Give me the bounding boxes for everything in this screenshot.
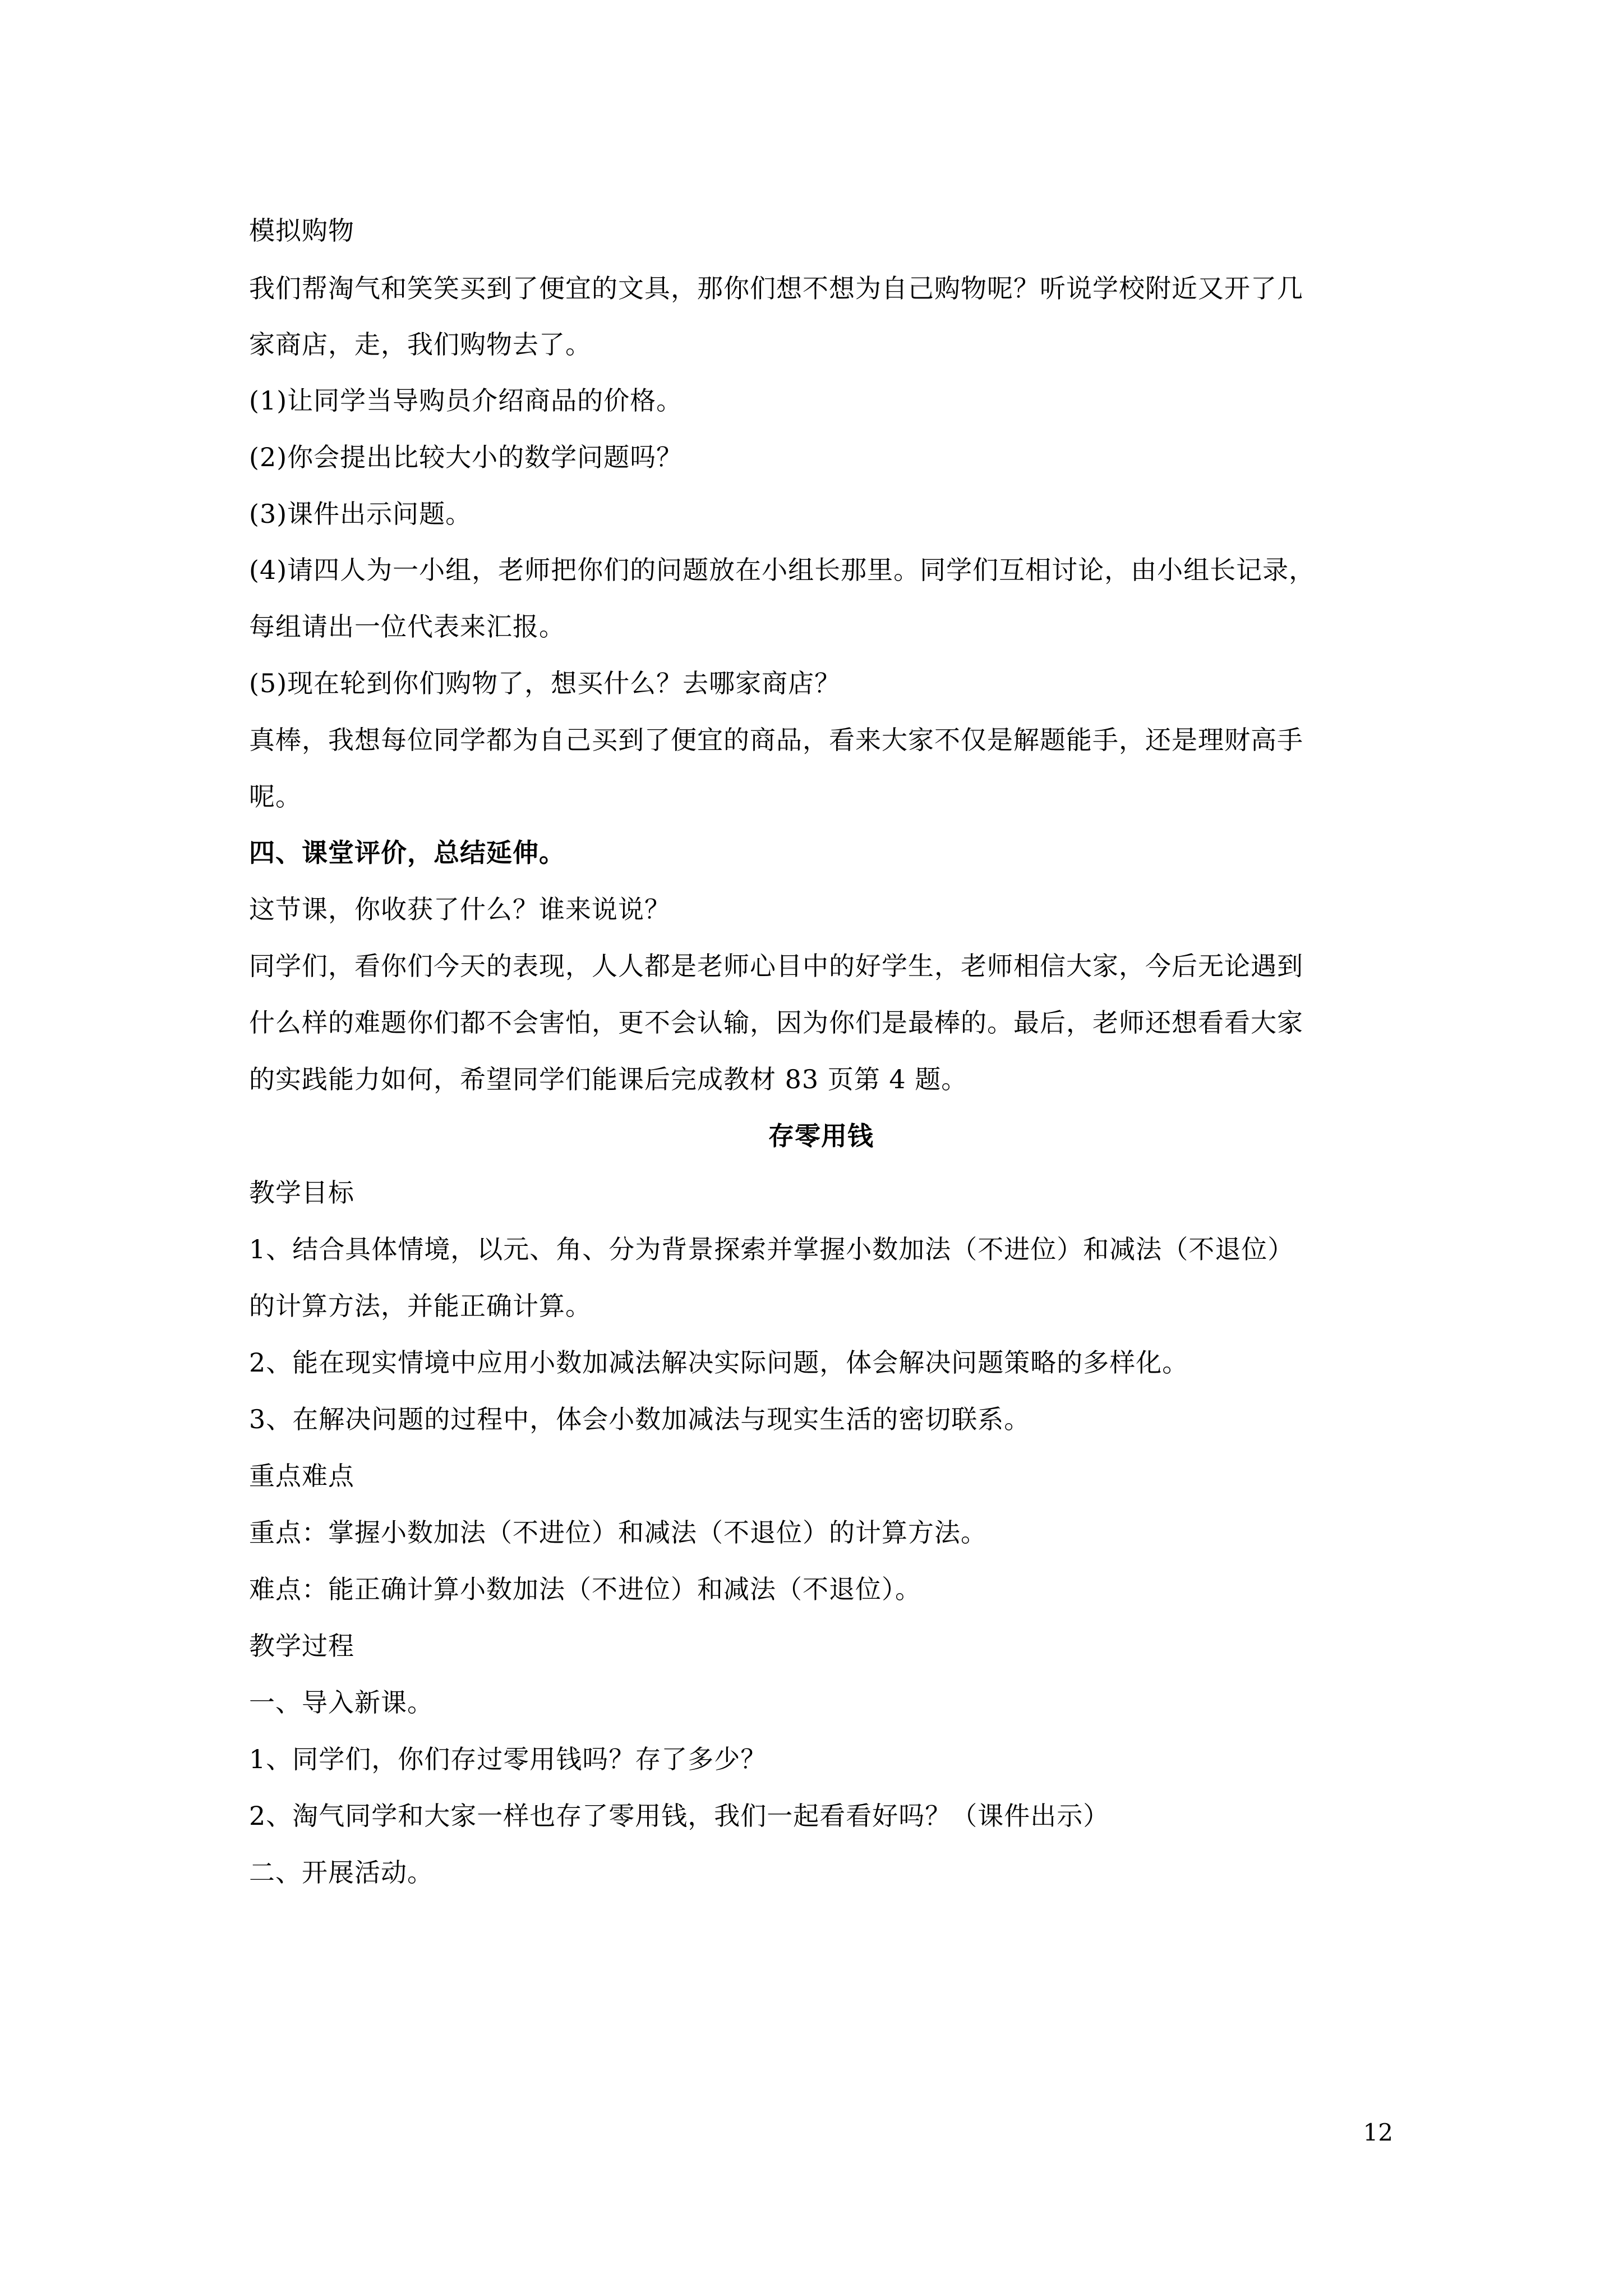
subheading-teaching-goals: 教学目标 bbox=[249, 1177, 354, 1208]
list-item: 3、在解决问题的过程中，体会小数加减法与现实生活的密切联系。 bbox=[249, 1404, 1031, 1434]
list-item: 2、淘气同学和大家一样也存了零用钱，我们一起看看好吗？（课件出示） bbox=[249, 1801, 1110, 1831]
lesson-title: 存零用钱 bbox=[768, 1121, 874, 1151]
subheading-teaching-process: 教学过程 bbox=[249, 1631, 354, 1661]
list-item: (4)请四人为一小组，老师把你们的问题放在小组长那里。同学们互相讨论，由小组长记录， bbox=[249, 555, 1316, 585]
list-item: 1、结合具体情境，以元、角、分为背景探索并掌握小数加法（不进位）和减法（不退位） bbox=[249, 1234, 1294, 1264]
paragraph-line: 呢。 bbox=[249, 781, 302, 812]
paragraph-line: 重点：掌握小数加法（不进位）和减法（不退位）的计算方法。 bbox=[249, 1517, 987, 1548]
list-item: (5)现在轮到你们购物了，想买什么？去哪家商店？ bbox=[249, 668, 841, 698]
heading-simulated-shopping: 模拟购物 bbox=[249, 215, 354, 246]
section-heading: 一、导入新课。 bbox=[249, 1687, 434, 1718]
paragraph-line: 真棒，我想每位同学都为自己买到了便宜的商品，看来大家不仅是解题能手，还是理财高手 bbox=[249, 725, 1303, 755]
page-number: 12 bbox=[1363, 2119, 1393, 2146]
paragraph-line: 的计算方法，并能正确计算。 bbox=[249, 1291, 592, 1321]
paragraph-line: 的实践能力如何，希望同学们能课后完成教材 83 页第 4 题。 bbox=[249, 1064, 968, 1094]
paragraph-line: 家商店，走，我们购物去了。 bbox=[249, 329, 592, 360]
paragraph-line: 每组请出一位代表来汇报。 bbox=[249, 611, 565, 642]
section-heading: 四、课堂评价，总结延伸。 bbox=[249, 838, 565, 868]
paragraph-line: 我们帮淘气和笑笑买到了便宜的文具，那你们想不想为自己购物呢？听说学校附近又开了几 bbox=[249, 273, 1303, 303]
paragraph-line: 这节课，你收获了什么？谁来说说？ bbox=[249, 894, 671, 924]
list-item: (1)让同学当导购员介绍商品的价格。 bbox=[249, 385, 683, 416]
paragraph-line: 难点：能正确计算小数加法（不进位）和减法（不退位）。 bbox=[249, 1574, 921, 1604]
paragraph-line: 同学们，看你们今天的表现，人人都是老师心目中的好学生，老师相信大家，今后无论遇到 bbox=[249, 951, 1303, 981]
section-heading: 二、开展活动。 bbox=[249, 1857, 434, 1888]
list-item: (2)你会提出比较大小的数学问题吗？ bbox=[249, 442, 683, 472]
list-item: 1、同学们，你们存过零用钱吗？存了多少？ bbox=[249, 1744, 767, 1774]
paragraph-line: 什么样的难题你们都不会害怕，更不会认输，因为你们是最棒的。最后，老师还想看看大家 bbox=[249, 1007, 1303, 1038]
list-item: 2、能在现实情境中应用小数加减法解决实际问题，体会解决问题策略的多样化。 bbox=[249, 1347, 1189, 1378]
subheading-key-points: 重点难点 bbox=[249, 1461, 354, 1491]
list-item: (3)课件出示问题。 bbox=[249, 499, 472, 529]
